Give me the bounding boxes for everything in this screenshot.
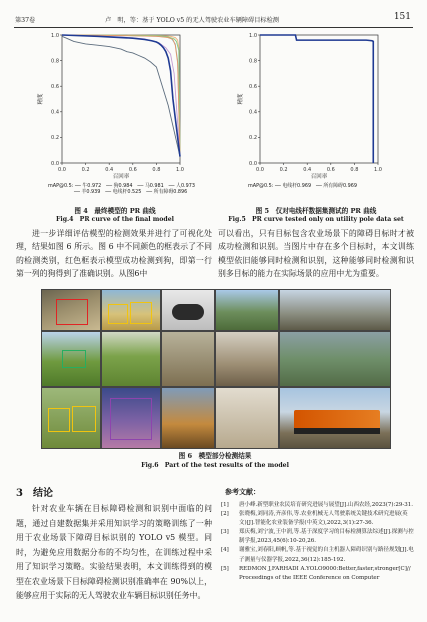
x-tick-label: 0.6 — [128, 167, 137, 173]
y-axis-label: 精度 — [38, 93, 44, 105]
reference-item: [1] 唐小峰.新型职业农民培育研究进展与展望[J].山西农经,2023(7):29-31. — [221, 502, 413, 508]
figure5-caption-cn: 图 5 仅对电线杆数据集测试的 PR 曲线 — [255, 207, 377, 215]
photo-pasture — [41, 331, 101, 387]
figure4-caption-cn: 图 4 最终模型的 PR 曲线 — [74, 207, 156, 215]
series-line-牛 — [62, 35, 180, 157]
series-line-所有障碍 — [62, 35, 180, 157]
x-tick-label: 0.6 — [326, 167, 335, 173]
x-tick-label: 0.8 — [152, 167, 161, 173]
figure5-caption-en: Fig.5 PR curve tested only on utility pole data set — [228, 216, 404, 223]
figure5-chart — [236, 31, 386, 181]
photo-vehicle — [161, 387, 215, 449]
photo-night-scene — [101, 387, 161, 449]
detection-box-horse — [108, 304, 128, 324]
figure4-legend-prefix: mAP@0.5: — [48, 183, 74, 189]
photo-motorcycle — [161, 289, 215, 331]
photo-horses-1 — [101, 289, 161, 331]
detection-box-horse — [130, 302, 152, 324]
x-tick-label: 0.0 — [58, 167, 66, 173]
figure6-caption-en: Fig.6 Part of the test results of the model — [141, 462, 289, 469]
x-tick-label: 0.4 — [303, 167, 312, 173]
x-tick-label: 1.0 — [176, 167, 184, 173]
x-tick-label: 0.0 — [256, 167, 264, 173]
references-list — [221, 501, 415, 583]
series-line-狗 — [62, 35, 180, 157]
figure6-caption-cn: 图 6 模型部分检测结果 — [178, 452, 252, 460]
header-page-number: 151 — [393, 12, 411, 22]
detection-box-animal — [62, 350, 86, 368]
y-tick-label: 0.4 — [249, 109, 257, 116]
figure4-chart — [36, 31, 188, 181]
series-line-电线杆 — [260, 35, 373, 163]
x-axis-label: 召回率 — [112, 174, 130, 180]
detection-box-sheep — [48, 408, 70, 432]
header-rule — [14, 27, 413, 28]
x-tick-label: 0.8 — [350, 167, 359, 173]
reference-item: [4] 谢雅宝,刘春阳,顾帆,等.基于视觉的自主机器人障碍识别与路径规划[J].电子测量与仪器学报,2022,36(12):185-192. — [221, 547, 414, 563]
plot-frame — [260, 35, 378, 163]
y-tick-label: 0.2 — [51, 135, 59, 142]
reference-item: [3] 郑庆梅,刘宁波,王中润,等.基于深度学习的目标检测算法综述[J].探测与控制学报,2023,45(6):10-20,26. — [221, 529, 414, 545]
x-tick-label: 1.0 — [374, 167, 382, 173]
plot-frame — [62, 35, 180, 163]
figure5-legend — [248, 183, 357, 189]
reference-item: [2] 张晓梅,刘同涛,齐彦伟,等.农业机械无人驾驶系统关键技术研究进展(英文)[J].智能化农业装备学报(中英文),2022,3(1):27-36. — [221, 511, 408, 527]
photo-dog-1 — [41, 289, 101, 331]
section3-title: 3 结论 — [16, 488, 53, 499]
y-tick-label: 0.0 — [51, 160, 59, 167]
series-line-所有障碍 — [260, 35, 373, 163]
paragraph-right: 可以看出，只有目标包含农业场景下的障碍目标时才被成功检测和识别。当图片中存在多个目标时，本文训练模型依旧能够同时检测和识别，这种能够同时检测和识别多目标的能力在实际场景的应用中尤为重要。 — [218, 229, 414, 278]
figure4-legend — [48, 183, 195, 195]
section3-body: 针对农业车辆在目标障碍检测和识别中面临的问题，通过自建数据集并采用知识学习的策略训练了一种用于农业场景下障碍目标识别的 YOLO v5 模型。同时，为避免应用数据分布的不均匀性，在训练过程中采用了知识学习策略。实验结果表明，本文训练得到的模型在农业场景下目标障碍检测识别准确率在 90%以上，能够应用于实际的无人驾驶农业车辆目标识别任务中。 — [16, 504, 212, 600]
photo-indoor — [161, 331, 215, 387]
y-tick-label: 0.8 — [51, 58, 59, 65]
figure4-legend-row-2: ── 羊0.939 ── 电线杆0.525 ── 所有障碍0.896 — [74, 189, 188, 195]
figure6-image-grid — [41, 289, 389, 447]
detection-box-dog — [56, 299, 88, 325]
y-tick-label: 1.0 — [249, 32, 257, 39]
y-tick-label: 1.0 — [51, 32, 59, 39]
photo-train — [279, 387, 391, 449]
photo-room — [215, 331, 279, 387]
photo-landscape — [279, 331, 391, 387]
photo-sheep — [41, 387, 101, 449]
photo-indoor-2 — [215, 387, 279, 449]
header-volume: 第37卷 — [15, 17, 36, 24]
photo-road-scene — [279, 289, 391, 331]
figure4-legend-row-1: ── 牛0.972 ── 狗0.984 ── 马0.981 ── 人0.973 — [74, 183, 195, 189]
header-running-title: 卢 明，等：基于 YOLO v5 的无人驾驶农业车辆障碍目标检测 — [105, 17, 279, 24]
reference-item: [5] REDMON J,FARHADI A.YOLO9000:Better,faster,stronger[C]// Proceedings of the IEEE Conference on Computer — [221, 565, 411, 581]
y-tick-label: 0.6 — [249, 84, 257, 90]
paragraph-left: 进一步详细评估模型的检测效果并进行了可视化处理，结果如图 6 所示。图 6 中不同颜色的框表示了不同的检测类别，红色框表示模型成功检测到狗，即第一行第一列的狗得到了准确识别。从图6中 — [16, 229, 212, 278]
y-tick-label: 0.6 — [51, 84, 59, 90]
figure5-legend-prefix: mAP@0.5: — [248, 183, 274, 189]
photo-field-2 — [101, 331, 161, 387]
detection-box-sheep — [72, 406, 96, 432]
figure5-legend-row: ── 电线杆0.969 ── 所有障碍0.969 — [274, 183, 357, 189]
motorcycle-shape — [172, 304, 204, 320]
locomotive-wheels — [294, 428, 380, 434]
series-line-人 — [62, 35, 180, 157]
references-heading: 参考文献： — [225, 487, 260, 496]
x-tick-label: 0.2 — [81, 167, 90, 173]
y-tick-label: 0.2 — [249, 135, 257, 142]
y-axis-label: 精度 — [238, 93, 244, 105]
series-line-电线杆 — [62, 36, 180, 156]
series-line-羊 — [62, 35, 180, 157]
figure4-caption-en: Fig.4 PR curve of the final model — [55, 216, 175, 223]
y-tick-label: 0.0 — [249, 160, 257, 167]
series-line-马 — [62, 35, 180, 157]
y-tick-label: 0.4 — [51, 109, 59, 116]
photo-field-scene — [215, 289, 279, 331]
x-axis-label: 召回率 — [310, 174, 328, 180]
x-tick-label: 0.4 — [105, 167, 114, 173]
x-tick-label: 0.2 — [279, 167, 288, 173]
y-tick-label: 0.8 — [249, 58, 257, 65]
detection-box-person — [110, 398, 152, 440]
